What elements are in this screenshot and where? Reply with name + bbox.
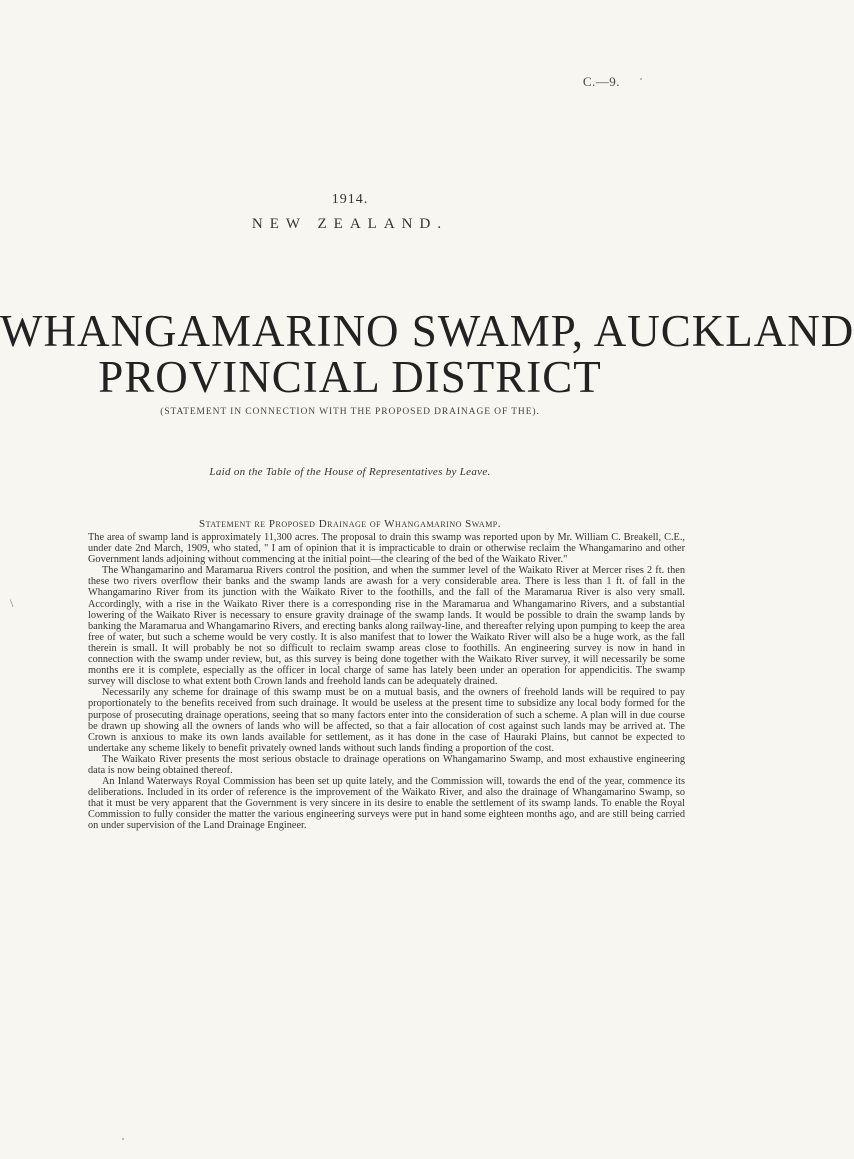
document-year: 1914. <box>331 192 369 207</box>
paragraph: Necessarily any scheme for drainage of this swamp must be on a mutual basis, and the owners of freehold lands will be required to pay proportionately to the benefits received from such drainage. It would be useless at the present time to subsidize any local body formed for the purpose of prosecuting drainage operations, seeing that so many factors enter into the consideration of such a scheme. A plan will in due course be drawn up showing all the owners of lands who will be affected, so that a fair allocation of cost against such lands may be arrived at. The Crown is anxious to make its own lands available for settlement, as it has done in the case of Hauraki Plains, but cannot be expected to undertake any scheme likely to benefit privately owned lands without such lands finding a proportion of the cost. <box>88 687 685 754</box>
document-title-line1: WHANGAMARINO SWAMP, AUCKLAND <box>0 306 854 356</box>
laid-on-table-note: Laid on the Table of the House of Representatives by Leave. <box>209 466 491 478</box>
document-subtitle: (STATEMENT IN CONNECTION WITH THE PROPOSED DRAINAGE OF THE). <box>160 407 540 417</box>
paragraph: The area of swamp land is approximately 11,300 acres. The proposal to drain this swamp was reported upon by Mr. William C. Breakell, C.E., under date 2nd March, 1909, who stated, " I am of opinion that it is impracticable to drain or otherwise reclaim the Whangamarino and other Government lands adjoining without commencing at the initial point—the clearing of the bed of the Waikato River." <box>88 532 685 566</box>
scan-margin-mark: \ <box>10 596 14 610</box>
paragraph: The Whangamarino and Maramarua Rivers control the position, and when the summer level of the Waikato River at Mercer rises 2 ft. then these two rivers overflow their banks and the swamp lands are awash for a very considerable area. There is less than 1 ft. of fall in the Whangamarino River from its junction with the Waikato River to the foothills, and the fall of the Maramarua River is also very small. Accordingly, with a rise in the Waikato River there is a corresponding rise in the Maramarua and Whangamarino Rivers, and a substantial lowering of the Waikato River is necessary to ensure gravity drainage of the swamp lands. It would be possible to drain the swamp lands by banking the Maramarua and Whangamarino Rivers, and erecting banks along railway-line, and thereafter relying upon pumping to keep the area free of water, but such a scheme would be very costly. It is also manifest that to lower the Waikato River will also be a huge work, as the fall therein is small. It will probably be not so difficult to reclaim swamp areas close to foothills. An engineering survey is now in hand in connection with the swamp under review, but, as this survey is being done together with the Waikato River survey, it will necessarily be some months ere it is complete, especially as the officer in local charge of same has lately been under an operation for appendicitis. The swamp survey will disclose to what extent both Crown lands and freehold lands can be adequately drained. <box>88 565 685 688</box>
paragraph: The Waikato River presents the most serious obstacle to drainage operations on Whangamarino Swamp, and most exhaustive engineering data is now being obtained thereof. <box>88 753 685 776</box>
document-country: NEW ZEALAND. <box>251 216 449 232</box>
statement-heading: Statement re Proposed Drainage of Whangamarino Swamp. <box>198 518 502 530</box>
scan-speck <box>122 1138 124 1140</box>
document-title-line2: PROVINCIAL DISTRICT <box>98 352 602 402</box>
statement-body <box>88 532 685 832</box>
paragraph: An Inland Waterways Royal Commission has been set up quite lately, and the Commission will, towards the end of the year, commence its deliberations. Included in its order of reference is the improvement of the Waikato River, and also the drainage of Whangamarino Swamp, so that it must be very apparent that the Government is very sincere in its desire to enable the settlement of its swamp lands. To enable the Royal Commission to fully consider the matter the various engineering surveys were put in hand some eighteen months ago, and are still being carried on under supervision of the Land Drainage Engineer. <box>88 776 685 832</box>
paper-reference: C.—9. <box>582 74 620 89</box>
scan-speck <box>640 78 642 80</box>
